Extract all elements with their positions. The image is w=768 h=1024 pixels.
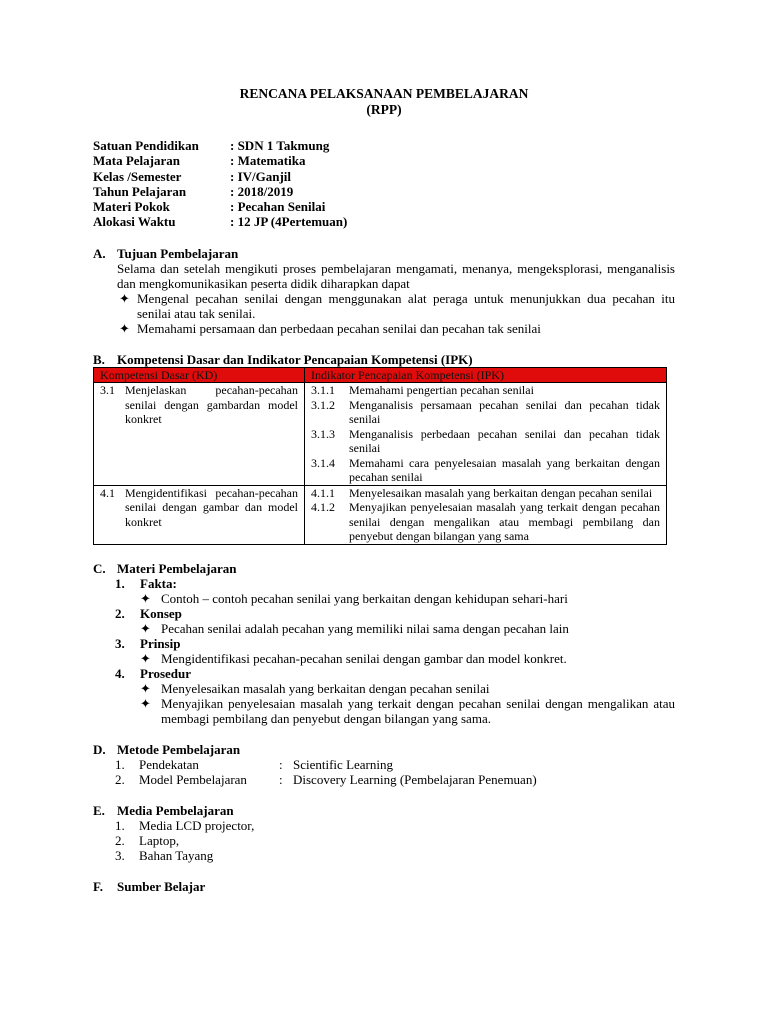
section-b [93, 352, 675, 545]
section-d [93, 742, 675, 787]
list-item: 3. Bahan Tayang [115, 847, 214, 863]
section-heading: D. Metode Pembelajaran [93, 741, 241, 757]
table-row [94, 485, 667, 544]
list-item: ✦ Mengenal pecahan senilai dengan menggunakan alat peraga untuk menunjukkan dua pecahan itu senilai atau tak senilai. [119, 290, 675, 321]
list-item: ✦ Contoh – contoh pecahan senilai yang berkaitan dengan kehidupan sehari-hari [140, 590, 568, 606]
identity-row: Tahun Pelajaran : 2018/2019 [93, 183, 294, 199]
four-point-star-icon: ✦ [140, 680, 151, 696]
competency-table [93, 367, 667, 545]
section-heading: C. Materi Pembelajaran [93, 560, 237, 576]
four-point-star-icon: ✦ [140, 695, 151, 711]
list-item: 1. Pendekatan : Scientific Learning [115, 756, 393, 772]
subsection-heading: 4. Prosedur [115, 665, 192, 681]
four-point-star-icon: ✦ [140, 650, 151, 666]
list-item: ✦ Pecahan senilai adalah pecahan yang memiliki nilai sama dengan pecahan lain [140, 620, 569, 636]
kd-cell: 4.1 Mengidentifikasi pecahan-pecahan senilai dengan gambar dan model konkret [94, 485, 305, 544]
identity-row: Alokasi Waktu : 12 JP (4Pertemuan) [93, 214, 348, 230]
subsection-heading: 1. Fakta: [115, 575, 177, 591]
four-point-star-icon: ✦ [140, 590, 151, 606]
list-item: ✦ Menyajikan penyelesaian masalah yang terkait dengan pecahan senilai dengan mengalikan atau membagi pembilang dan penyebut dengan bilangan yang sama. [140, 695, 675, 726]
section-e [93, 803, 675, 863]
subsection-heading: 2. Konsep [115, 605, 182, 621]
section-a-intro: Selama dan setelah mengikuti proses pembelajaran mengamati, menanya, mengeksplorasi, menganalisis dan mengkomunikasikan peserta didik diharapkan dapat [117, 260, 675, 291]
four-point-star-icon: ✦ [140, 620, 151, 636]
section-heading: E. Media Pembelajaran [93, 802, 234, 818]
ipk-cell: 3.1.1 Memahami pengertian pecahan senilai 3.1.2 Menganalisis persamaan pecahan senilai dan pecahan tidak senilai 3.1.3 Menganalisis perbedaan pecahan senilai dan pecahan tidak senilai 3.1.4 Memahami cara penyelesaian masalah yang berkaitan dengan pecahan senilai [305, 383, 667, 486]
four-point-star-icon: ✦ [119, 320, 130, 336]
kd-cell: 3.1 Menjelaskan pecahan-pecahan senilai dengan gambardan model konkret [94, 383, 305, 486]
ipk-cell: 4.1.1 Menyelesaikan masalah yang berkaitan dengan pecahan senilai 4.1.2 Menyajikan penyelesaian masalah yang terkait dengan pecahan senilai dengan mengalikan atau membagi pembilang dan penyebut dengan bilangan yang sama [305, 485, 667, 544]
section-heading: B. Kompetensi Dasar dan Indikator Pencapaian Kompetensi (IPK) [93, 351, 473, 367]
identity-block [93, 138, 675, 230]
column-header-ipk: Indikator Pencapaian Kompetensi (IPK) [305, 367, 667, 383]
section-a [93, 246, 675, 336]
table-row [94, 383, 667, 486]
identity-row: Mata Pelajaran : Matematika [93, 153, 306, 169]
identity-row: Satuan Pendidikan : SDN 1 Takmung [93, 138, 330, 153]
identity-row: Materi Pokok : Pecahan Senilai [93, 199, 326, 215]
four-point-star-icon: ✦ [119, 290, 130, 306]
section-f [93, 879, 675, 894]
section-heading: F. Sumber Belajar [93, 878, 206, 894]
list-item: 2. Model Pembelajaran : Discovery Learning (Pembelajaran Penemuan) [115, 771, 537, 787]
title-line-2: (RPP) [366, 102, 402, 117]
rpp-document [93, 86, 675, 894]
subsection-heading: 3. Prinsip [115, 635, 181, 651]
list-item: 2. Laptop, [115, 832, 180, 848]
table-header-row [94, 367, 667, 383]
title-line-1: RENCANA PELAKSANAAN PEMBELAJARAN [239, 86, 529, 101]
list-item: 1. Media LCD projector, [115, 817, 255, 833]
section-c [93, 561, 675, 726]
list-item: ✦ Memahami persamaan dan perbedaan pecahan senilai dan pecahan tak senilai [119, 320, 541, 336]
list-item: ✦ Mengidentifikasi pecahan-pecahan senilai dengan gambar dan model konkret. [140, 650, 567, 666]
section-heading: A. Tujuan Pembelajaran [93, 245, 239, 261]
list-item: ✦ Menyelesaikan masalah yang berkaitan dengan pecahan senilai [140, 680, 490, 696]
document-title [93, 86, 675, 118]
column-header-kd: Kompetensi Dasar (KD) [94, 367, 305, 383]
identity-row: Kelas /Semester : IV/Ganjil [93, 168, 292, 184]
